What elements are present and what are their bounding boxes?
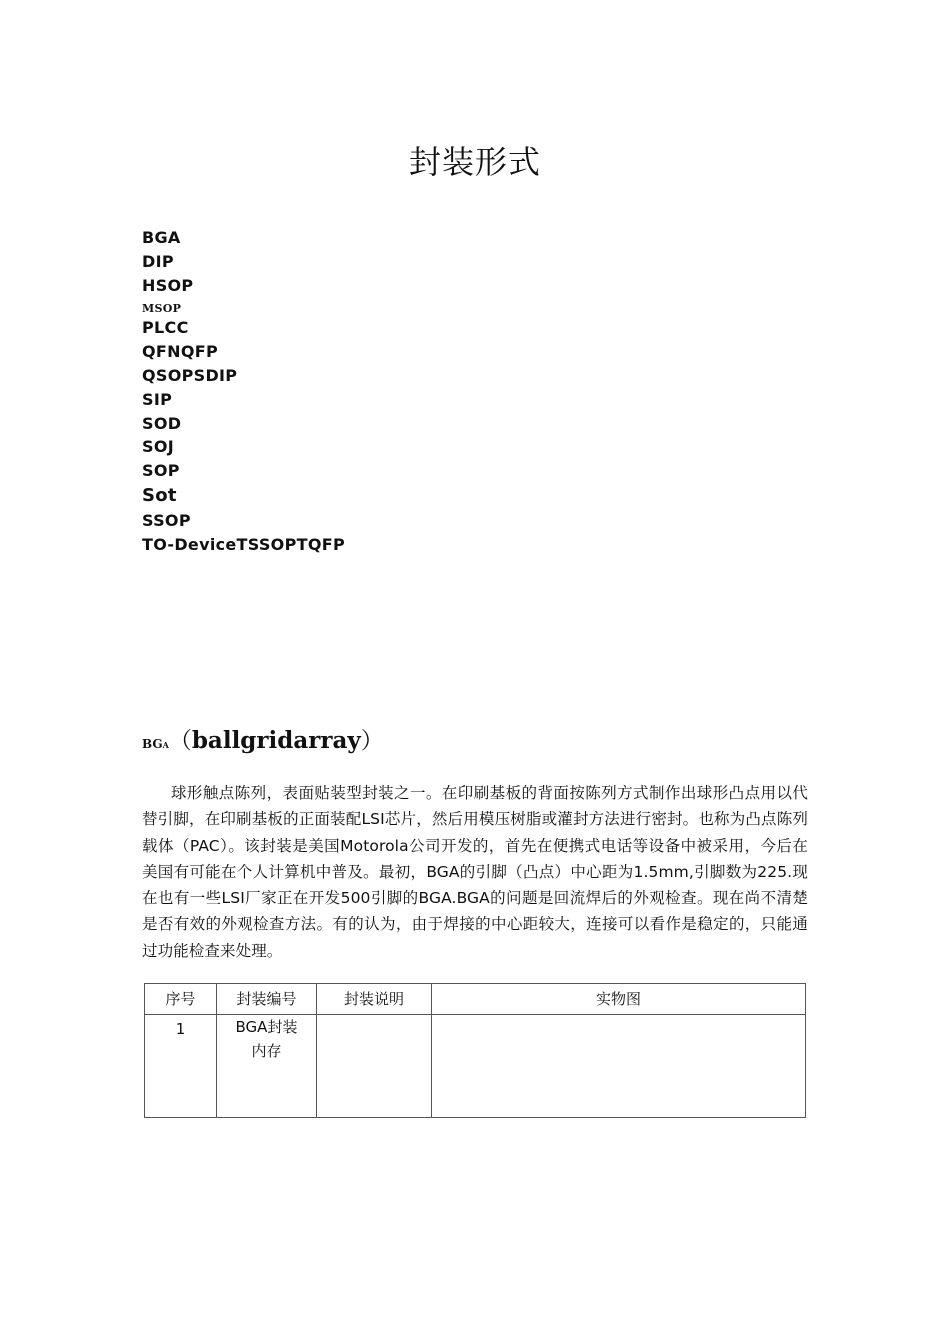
cell-index: 1 [145,1015,217,1118]
package-list [142,226,345,557]
section-name: ballgridarray [191,727,361,754]
cell-code-line: 内存 [251,1042,282,1060]
section-abbr [142,737,169,751]
package-list-item: DIP [142,251,174,271]
section-heading [142,722,384,755]
section-paragraph: 球形触点陈列，表面贴装型封装之一。在印刷基板的背面按陈列方式制作出球形凸点用以代替引脚，在印刷基板的正面装配LSI芯片，然后用模压树脂或灌封方法进行密封。也称为凸点陈列载体（PAC）。该封装是美国Motorola公司开发的，首先在便携式电话等设备中被采用，今后在美国有可能在个人计算机中普及。最初，BGA的引脚（凸点）中心距为1.5mm,引脚数为225.现在也有一些LSI厂家正在开发500引脚的BGA.BGA的问题是回流焊后的外观检查。现在尚不清楚是否有效的外观检查方法。有的认为，由于焊接的中心距较大，连接可以看作是稳定的，只能通过功能检查来处理。 [142,784,808,960]
open-paren: （ [168,728,192,754]
package-list-item: SOP [142,461,180,481]
package-list-item: QSOPSDIP [142,365,238,385]
package-list-item: HSOP [142,275,194,295]
table-row [145,1015,806,1118]
header-photo: 实物图 [432,984,806,1015]
package-list-item: Sot [142,484,177,506]
package-list-item: SOJ [142,437,174,457]
cell-code [217,1015,317,1118]
page-title: 封装形式 [408,143,541,181]
header-code: 封装编号 [217,984,317,1015]
package-list-item: BGA [142,228,181,247]
package-list-item: SIP [142,389,173,409]
header-description: 封装说明 [317,984,432,1015]
package-list-item: PLCC [142,318,189,338]
section-abbr-sub: A [162,740,169,750]
close-paren: ） [360,728,384,754]
package-list-item: QFNQFP [142,342,218,362]
cell-code-line: BGA封装 [235,1018,298,1036]
section-abbr-text: BG [142,737,163,751]
cell-description [317,1015,432,1118]
package-list-item: SOD [142,413,182,433]
cell-photo [432,1015,806,1118]
table-header-row [145,984,806,1015]
package-table [144,983,806,1118]
header-index: 序号 [145,984,217,1015]
package-list-item: SSOP [142,510,191,530]
package-list-item: TO-DeviceTSSOPTQFP [142,534,345,554]
package-list-item: MSOP [142,302,182,316]
